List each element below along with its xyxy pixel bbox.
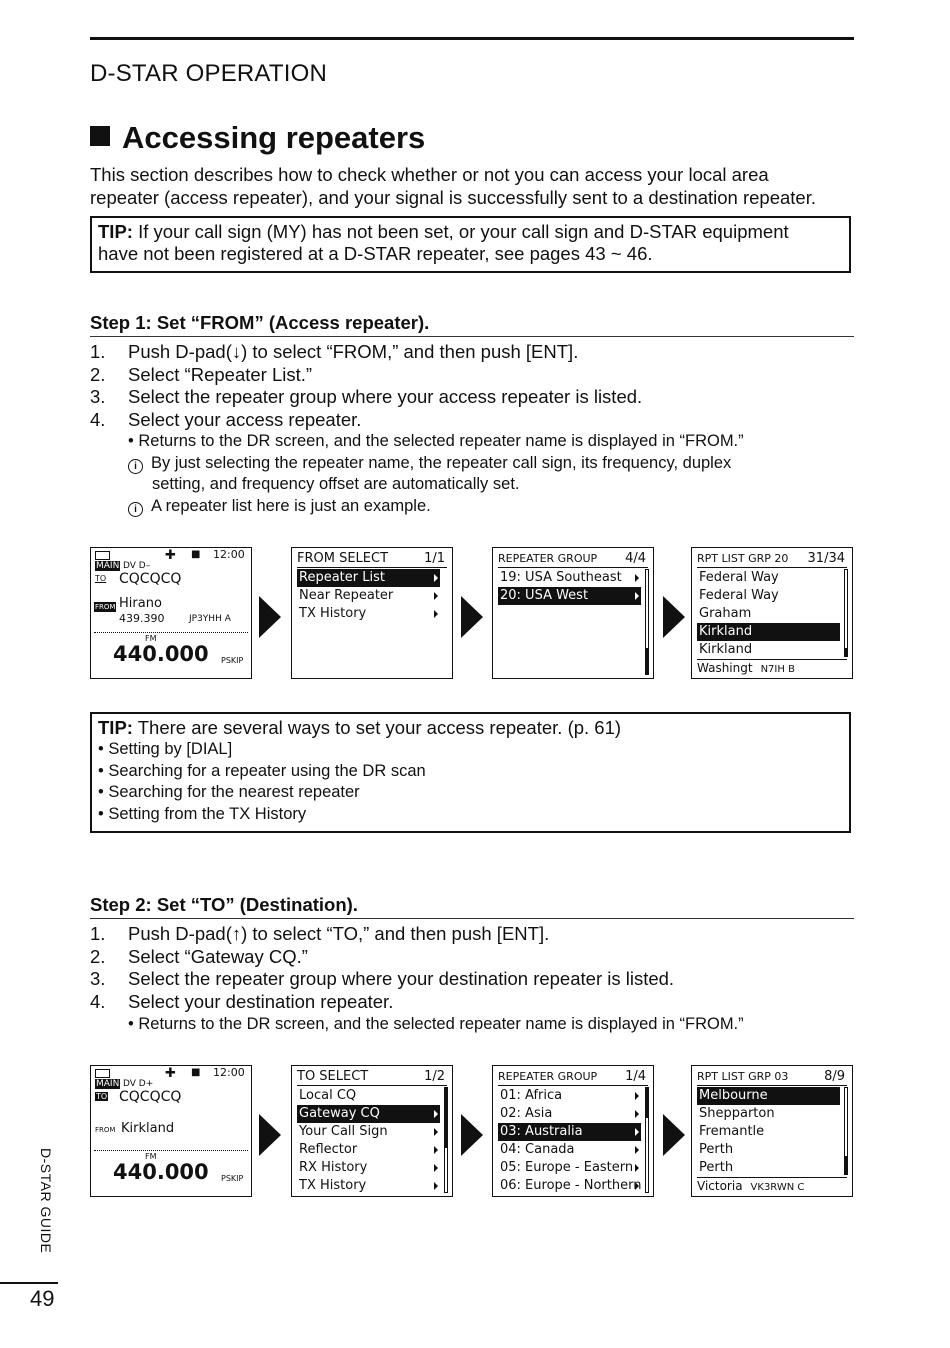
list-item: 1. Push D-pad(↓) to select “FROM,” and then push [ENT]. (90, 341, 579, 362)
pskip-label: PSKIP (221, 1174, 244, 1183)
arrow-right-icon (461, 596, 483, 638)
to-label: TO (96, 1092, 108, 1101)
step1-list (90, 341, 870, 431)
arrow-right-icon (259, 596, 281, 638)
group-item[interactable]: 19: USA Southeast (498, 569, 641, 587)
signal-icon: ✚ (165, 548, 176, 563)
section-header: D-STAR OPERATION (90, 60, 327, 87)
tip-box-access-methods (90, 712, 851, 833)
battery-icon (95, 1069, 110, 1078)
tip-text: If your call sign (MY) has not been set, or your call sign and D-STAR equipment (132, 221, 789, 242)
repeater-item[interactable]: Graham (699, 606, 752, 621)
pskip-label: PSKIP (221, 656, 244, 665)
step1-notes (128, 431, 828, 517)
note-bullet: • Returns to the DR screen, and the selected repeater name is displayed in “FROM.” (128, 432, 744, 450)
from-select-screen (291, 547, 453, 679)
page-number-rule (0, 1282, 58, 1284)
menu-item-near-repeater[interactable]: Near Repeater (297, 587, 440, 605)
divider (94, 632, 248, 633)
tip-box-callsign (90, 216, 851, 273)
scrollbar[interactable] (844, 569, 848, 657)
note-bullet: • Returns to the DR screen, and the selected repeater name is displayed in “FROM.” (128, 1015, 744, 1033)
repeater-footer: Victoria VK3RWN C (697, 1177, 847, 1193)
page-title-text: Accessing repeaters (122, 120, 426, 155)
from-value: Kirkland (121, 1121, 175, 1136)
screen-header: TO SELECT 1/2 (297, 1069, 445, 1084)
repeater-item[interactable]: Perth (699, 1160, 734, 1175)
intro-line: This section describes how to check whether or not you can access your local area (90, 164, 769, 185)
side-guide-label: D-STAR GUIDE (38, 1148, 54, 1254)
to-value: CQCQCQ (119, 1089, 182, 1105)
info-icon: i (128, 502, 143, 517)
repeater-item[interactable]: Fremantle (699, 1124, 765, 1139)
list-item: 4. Select your access repeater. (90, 408, 362, 430)
page-number: 49 (30, 1286, 55, 1311)
tip-text: have not been registered at a D-STAR repeater, see pages 43 ~ 46. (98, 243, 653, 264)
info-icon: i (128, 459, 143, 474)
step1-heading: Step 1: Set “FROM” (Access repeater). (90, 312, 854, 337)
square-bullet-icon (90, 126, 110, 146)
main-badge: MAIN (96, 561, 120, 571)
repeater-footer: Washingt N7IH B (697, 659, 847, 675)
tip-list-item: • Searching for a repeater using the DR scan (98, 761, 426, 780)
fm-label: FM (145, 1152, 157, 1161)
repeater-list (697, 569, 840, 659)
list-item: 2. Select “Repeater List.” (90, 363, 313, 385)
from-value: Hirano (119, 596, 162, 611)
list-item: 1. Push D-pad(↑) to select “TO,” and then push [ENT]. (90, 923, 550, 944)
screen-header: RPT LIST GRP 20 31/34 (697, 551, 845, 566)
tip-list-item: • Setting by [DIAL] (98, 740, 233, 758)
repeater-item[interactable]: Federal Way (699, 588, 779, 603)
repeater-list-screen (691, 547, 853, 679)
scrollbar[interactable] (444, 1087, 448, 1193)
intro-line: repeater (access repeater), and your signal is successfully sent to a destination repeater. (90, 187, 816, 208)
tip-text: There are several ways to set your access repeater. (p. 61) (132, 717, 622, 738)
frequency-display: 440.000 (113, 642, 209, 666)
arrow-right-icon (259, 1114, 281, 1156)
step2-list (90, 923, 870, 1013)
group-list (498, 569, 641, 605)
screen-header: REPEATER GROUP 4/4 (498, 551, 646, 566)
menu-list (297, 569, 440, 623)
group-item[interactable]: 01: Africa (498, 1087, 641, 1105)
repeater-frequency: 439.390 (119, 612, 165, 625)
repeater-list (697, 1087, 840, 1177)
step2-heading: Step 2: Set “TO” (Destination). (90, 894, 854, 919)
main-badge: MAIN (96, 1079, 120, 1089)
tip-label: TIP: (98, 221, 133, 242)
repeater-list-screen (691, 1065, 853, 1197)
menu-item-repeater-list[interactable]: Repeater List (297, 569, 440, 587)
scrollbar[interactable] (645, 1087, 649, 1193)
tip-list-item: • Searching for the nearest repeater (98, 783, 360, 801)
menu-item-tx-history[interactable]: TX History (297, 605, 440, 623)
group-item[interactable]: 05: Europe - Eastern (498, 1159, 641, 1177)
tip-label: TIP: (98, 717, 133, 738)
note-info: A repeater list here is just an example. (151, 496, 431, 515)
lock-icon: ■ (191, 549, 201, 560)
page-title (90, 120, 425, 156)
to-select-screen (291, 1065, 453, 1197)
repeater-group-screen (492, 547, 654, 679)
repeater-item[interactable]: Federal Way (699, 570, 779, 585)
menu-list (297, 1087, 440, 1195)
group-item[interactable]: 04: Canada (498, 1141, 641, 1159)
menu-item-reflector[interactable]: Reflector (297, 1141, 440, 1159)
screen-header: FROM SELECT 1/1 (297, 551, 445, 566)
arrow-right-icon (461, 1114, 483, 1156)
repeater-group-screen (492, 1065, 654, 1197)
menu-item-rx-history[interactable]: RX History (297, 1159, 440, 1177)
top-rule (90, 37, 854, 40)
repeater-item[interactable]: Perth (699, 1142, 734, 1157)
scrollbar[interactable] (645, 569, 649, 675)
clock-time: 12:00 (213, 1066, 245, 1079)
mode-label: DV D+ (123, 1079, 154, 1089)
battery-icon (95, 551, 110, 560)
clock-time: 12:00 (213, 548, 245, 561)
dr-screen-to (90, 1065, 252, 1197)
repeater-item[interactable]: Melbourne (697, 1087, 840, 1105)
to-value: CQCQCQ (119, 571, 182, 587)
dr-screen-from (90, 547, 252, 679)
intro-text (90, 163, 860, 209)
signal-icon: ✚ (165, 1066, 176, 1081)
tip-list-item: • Setting from the TX History (98, 804, 307, 823)
list-item: 3. Select the repeater group where your destination repeater is listed. (90, 968, 675, 989)
menu-item-your-call-sign[interactable]: Your Call Sign (297, 1123, 440, 1141)
screen-header: RPT LIST GRP 03 8/9 (697, 1069, 845, 1084)
repeater-item[interactable]: Shepparton (699, 1106, 775, 1121)
to-label: TO (95, 574, 107, 583)
screen-header: REPEATER GROUP 1/4 (498, 1069, 646, 1084)
note-info: By just selecting the repeater name, the repeater call sign, its frequency, duplex (151, 453, 732, 472)
divider (94, 1150, 248, 1151)
menu-item-tx-history[interactable]: TX History (297, 1177, 440, 1195)
frequency-display: 440.000 (113, 1160, 209, 1184)
arrow-right-icon (663, 1114, 685, 1156)
from-label: FROM (95, 603, 116, 611)
repeater-item[interactable]: Kirkland (697, 623, 840, 641)
arrow-right-icon (663, 596, 685, 638)
repeater-callsign: JP3YHH A (189, 614, 231, 624)
note-info-cont: setting, and frequency offset are automatically set. (152, 475, 520, 493)
repeater-item[interactable]: Kirkland (699, 642, 753, 657)
group-item[interactable]: 02: Asia (498, 1105, 641, 1123)
group-list (498, 1087, 641, 1195)
menu-item-local-cq[interactable]: Local CQ (299, 1088, 357, 1103)
fm-label: FM (145, 634, 157, 643)
group-item[interactable]: 20: USA West (498, 587, 641, 605)
group-item[interactable]: 03: Australia (498, 1123, 641, 1141)
group-item[interactable]: 06: Europe - Northern (500, 1178, 641, 1193)
step2-notes (128, 1014, 828, 1036)
scrollbar[interactable] (844, 1087, 848, 1175)
from-label: FROM (95, 1126, 116, 1134)
menu-item-gateway-cq[interactable]: Gateway CQ (297, 1105, 440, 1123)
list-item: 3. Select the repeater group where your access repeater is listed. (90, 386, 643, 407)
lock-icon: ■ (191, 1067, 201, 1078)
list-item: 4. Select your destination repeater. (90, 990, 394, 1012)
list-item: 2. Select “Gateway CQ.” (90, 945, 308, 967)
mode-label: DV D– (123, 561, 151, 571)
